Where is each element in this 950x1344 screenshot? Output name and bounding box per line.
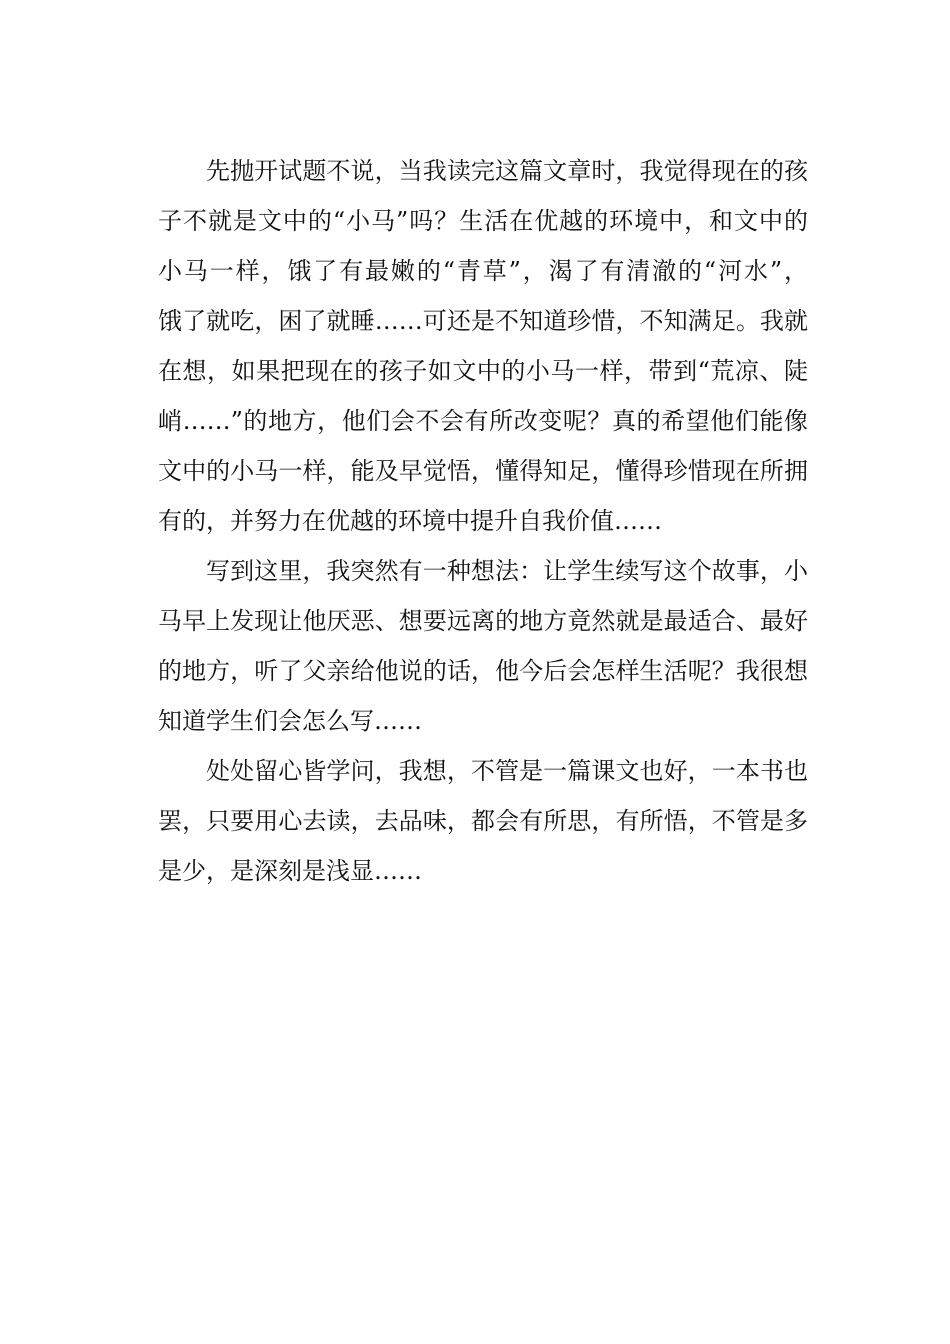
paragraph-line: 有的，并努力在优越的环境中提升自我价值…… xyxy=(158,507,662,535)
paragraph-line: 处处留心皆学问，我想，不管是一篇课文也好，一本书也 xyxy=(206,757,808,785)
paragraph-line: 写到这里，我突然有一种想法：让学生续写这个故事，小 xyxy=(206,557,808,585)
paragraph-line: 马早上发现让他厌恶、想要远离的地方竟然就是最适合、最好 xyxy=(158,607,808,635)
paragraph-line: 在想，如果把现在的孩子如文中的小马一样，带到“荒凉、陡 xyxy=(158,357,808,385)
paragraph-line: 小马一样，饿了有最嫩的“青草”，渴了有清澈的“河水”， xyxy=(158,257,808,285)
paragraph-line: 的地方，听了父亲给他说的话，他今后会怎样生活呢？我很想 xyxy=(158,657,808,685)
paragraph-1 xyxy=(158,146,808,546)
paragraph-line: 是少，是深刻是浅显…… xyxy=(158,857,422,885)
paragraph-line: 知道学生们会怎么写…… xyxy=(158,707,422,735)
paragraph-2 xyxy=(158,546,808,746)
document-body xyxy=(158,146,808,896)
paragraph-line: 峭……”的地方，他们会不会有所改变呢？真的希望他们能像 xyxy=(158,407,808,435)
paragraph-line: 文中的小马一样，能及早觉悟，懂得知足，懂得珍惜现在所拥 xyxy=(158,457,808,485)
paragraph-3 xyxy=(158,746,808,896)
paragraph-line: 先抛开试题不说，当我读完这篇文章时，我觉得现在的孩 xyxy=(206,157,808,185)
paragraph-line: 罢，只要用心去读，去品味，都会有所思，有所悟，不管是多 xyxy=(158,807,808,835)
paragraph-line: 子不就是文中的“小马”吗？生活在优越的环境中，和文中的 xyxy=(158,207,808,235)
paragraph-line: 饿了就吃，困了就睡……可还是不知道珍惜，不知满足。我就 xyxy=(158,307,808,335)
